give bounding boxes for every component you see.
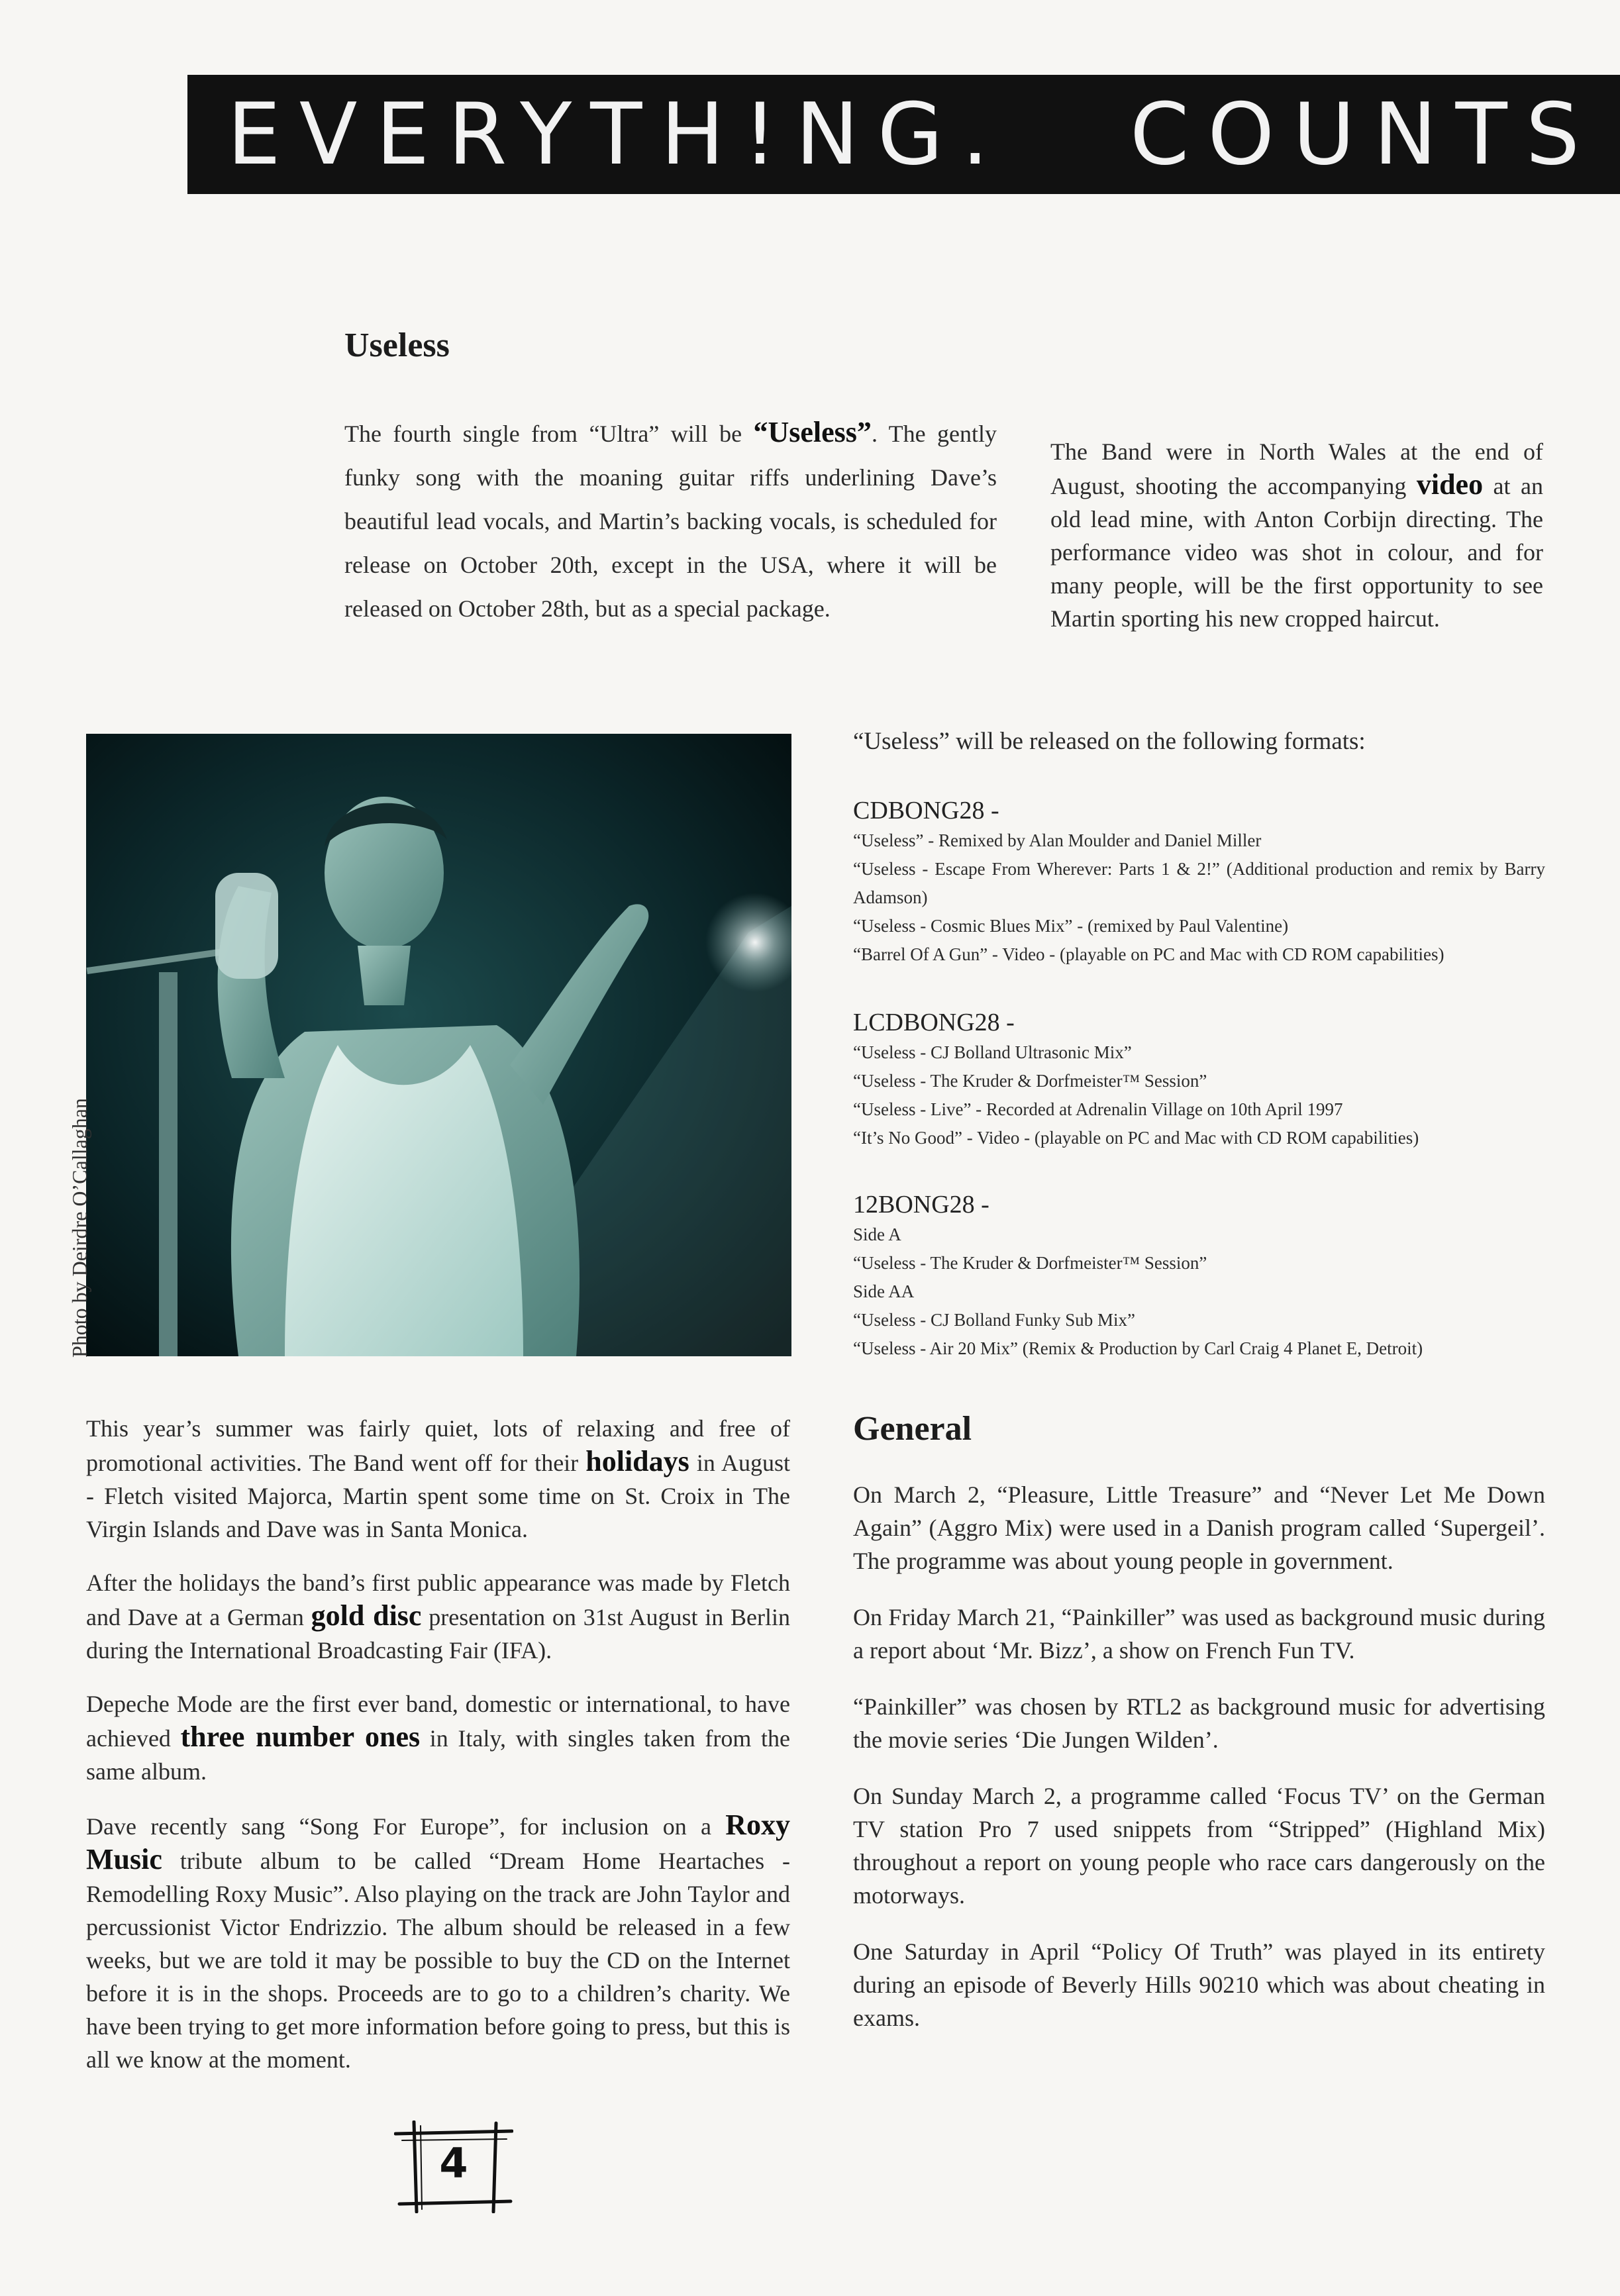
general-paragraph: On Sunday March 2, a programme called ‘Focus TV’ on the German TV station Pro 7 used snippets from “Stripped” (Highland Mix) throughout a report on young people who race cars dangerously on the motorways.: [853, 1783, 1545, 1909]
format-block-12bong28: [853, 1189, 1545, 1363]
performer-vest: [285, 1045, 523, 1356]
formats-intro: “Useless” will be released on the following formats:: [853, 728, 1366, 755]
news-text: Dave recently sang “Song For Europe”, for inclusion on a: [86, 1813, 726, 1840]
news-paragraph: [86, 1412, 790, 1546]
news-highlight: three number ones: [180, 1721, 421, 1753]
format-track: “Useless - The Kruder & Dorfmeister™ Session”: [853, 1253, 1207, 1273]
format-track: “Useless - Cosmic Blues Mix” - (remixed by Paul Valentine): [853, 916, 1289, 936]
general-paragraph: “Painkiller” was chosen by RTL2 as background music for advertising the movie series ‘Die Jungen Wilden’.: [853, 1693, 1545, 1753]
concert-photo: [86, 734, 791, 1356]
format-code: 12BONG28 -: [853, 1191, 989, 1219]
mic-stand: [159, 972, 177, 1356]
format-track: “Useless - CJ Bolland Funky Sub Mix”: [853, 1310, 1136, 1330]
format-track: “Useless - CJ Bolland Ultrasonic Mix”: [853, 1042, 1132, 1062]
general-paragraph: One Saturday in April “Policy Of Truth” was played in its entirety during an episode of Beverly Hills 90210 which was about cheating in exams.: [853, 1938, 1545, 2031]
photo-credit-text: Photo by Deirdre O’Callaghan: [68, 1098, 91, 1358]
news-text: This year’s summer was fairly quiet, lots of relaxing and free of promotional activities. The Band went off for their: [86, 1415, 790, 1476]
news-paragraph: [86, 1687, 790, 1788]
format-track: Side AA: [853, 1281, 915, 1301]
news-text: Depeche Mode are the first ever band, domestic or international, to have achieved: [86, 1691, 790, 1752]
concert-photo-illustration: [86, 734, 791, 1356]
news-paragraph: [86, 1809, 790, 2076]
format-track: “Useless - Escape From Wherever: Parts 1 & 2!” (Additional production and remix by Barry Adamson): [853, 859, 1545, 907]
format-block-cdbong28: [853, 795, 1545, 969]
page-number-box: [394, 2121, 513, 2213]
general-paragraph: On Friday March 21, “Painkiller” was used as background music during a report about ‘Mr. Bizz’, a show on French Fun TV.: [853, 1604, 1545, 1664]
useless-p1-text-a: The fourth single from “Ultra” will be: [344, 421, 754, 447]
news-text: in Italy, with singles taken from the same album.: [86, 1725, 790, 1785]
general-paragraph: On March 2, “Pleasure, Little Treasure” and “Never Let Me Down Again” (Aggro Mix) were used in a Danish program called ‘Supergeil’. The programme was about young people in government.: [853, 1481, 1545, 1574]
format-track: “Useless” - Remixed by Alan Moulder and Daniel Miller: [853, 830, 1262, 850]
news-highlight: Roxy Music: [86, 1809, 790, 1875]
useless-p1-text-b: . The gently funky song with the moaning guitar riffs underlining Dave’s beautiful lead vocals, and Martin’s backing vocals, is scheduled for release on October 20th, except in the USA, where it will be released on October 28th, but as a special package.: [344, 421, 997, 622]
useless-p2-text-a: The Band were in North Wales at the end of August, shooting the accompanying: [1050, 438, 1543, 499]
masthead-title: [227, 75, 1598, 194]
news-text: in August - Fletch visited Majorca, Martin spent some time on St. Croix in The Virgin Islands and Dave was in Santa Monica.: [86, 1450, 790, 1542]
format-track: “Useless - Air 20 Mix” (Remix & Production by Carl Craig 4 Planet E, Detroit): [853, 1338, 1423, 1358]
news-text: After the holidays the band’s first public appearance was made by Fletch and Dave at a German: [86, 1570, 790, 1630]
news-text: presentation on 31st August in Berlin during the International Broadcasting Fair (IFA).: [86, 1604, 790, 1664]
masthead-banner: [187, 75, 1620, 194]
format-track: “It’s No Good” - Video - (playable on PC and Mac with CD ROM capabilities): [853, 1128, 1419, 1148]
masthead-word-counts: COUNTS: [1130, 85, 1598, 184]
useless-paragraph-2: [1050, 435, 1543, 635]
useless-p1-bold: “Useless”: [753, 416, 872, 448]
tambourine: [215, 873, 278, 979]
news-highlight: holidays: [585, 1445, 689, 1477]
news-text: tribute album to be called “Dream Home Heartaches - Remodelling Roxy Music”. Also playing on the track are John Taylor and percussionist Victor Endrizzio. The album should be released in a few weeks, but we are told it may be possible to buy the CD on the Internet before it is in the shops. Proceeds are to go to a children’s charity. We have been trying to get more information before going to press, but this is all we know at the moment.: [86, 1848, 790, 2073]
useless-p2-text-b: at an old lead mine, with Anton Corbijn directing. The performance video was shot in colour, and for many people, will be the first opportunity to see Martin sporting his new cropped haircut.: [1050, 473, 1543, 632]
news-paragraph: [86, 1566, 790, 1667]
format-track: “Barrel Of A Gun” - Video - (playable on PC and Mac with CD ROM capabilities): [853, 944, 1444, 964]
masthead-word-everything: EVERYTH!NG.: [227, 85, 1007, 184]
general-heading: General: [853, 1410, 972, 1448]
format-track: Side A: [853, 1224, 901, 1244]
format-track: “Useless - Live” - Recorded at Adrenalin Village on 10th April 1997: [853, 1099, 1343, 1119]
news-highlight: gold disc: [311, 1599, 422, 1632]
useless-p2-bold: video: [1416, 468, 1484, 501]
news-left-column: [86, 1412, 790, 2097]
format-code: CDBONG28 -: [853, 797, 999, 824]
format-code: LCDBONG28 -: [853, 1009, 1015, 1036]
format-track: “Useless - The Kruder & Dorfmeister™ Session”: [853, 1071, 1207, 1091]
general-column: [853, 1478, 1545, 2058]
format-block-lcdbong28: [853, 1007, 1545, 1152]
useless-paragraph-1: [344, 411, 997, 630]
page-number: 4: [439, 2139, 468, 2187]
useless-heading: Useless: [344, 326, 450, 364]
